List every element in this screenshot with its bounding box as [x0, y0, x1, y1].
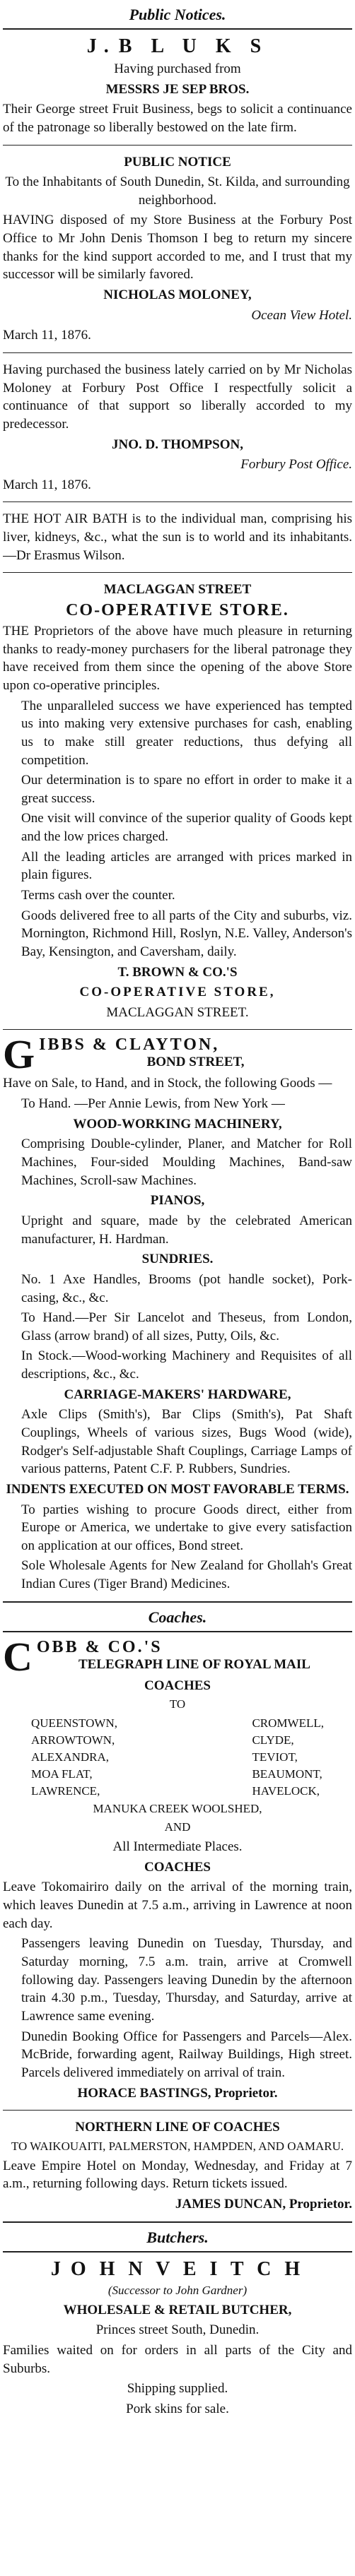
cobb-initial: C [3, 1637, 33, 1675]
cobb-manuka: MANUKA CREEK WOOLSHED, [93, 1802, 262, 1816]
divider [3, 1631, 352, 1632]
cobb-coaches-advert [3, 1637, 352, 2106]
veitch-initial: J [50, 2257, 68, 2280]
cobb-para1: Leave Tokomairiro daily on the arrival of the morning train, which leaves Dunedin at 7.5 a.m., arriving in Lawrence at noon each day. [3, 1880, 352, 1931]
destination: CROMWELL, [252, 1716, 324, 1731]
luks-initial: J. [86, 35, 116, 57]
northern-title: NORTHERN LINE OF COACHES [75, 2120, 280, 2135]
destination: BEAUMONT, [252, 1767, 322, 1781]
coop-signature3: MACLAGGAN STREET. [106, 1004, 249, 1020]
gibbs-para4: Upright and square, made by the celebrated American manufacturer, H. Hardman. [21, 1213, 352, 1247]
cobb-line1: TELEGRAPH LINE OF ROYAL MAIL [78, 1656, 310, 1672]
cobb-all: All Intermediate Places. [112, 1839, 243, 1855]
moloney-heading: PUBLIC NOTICE [124, 154, 231, 170]
luks-line2: MESSRS JE SEP BROS. [105, 81, 250, 97]
cobb-para3: Dunedin Booking Office for Passengers and Parcels—Alex. McBride, forwarding agent, Railway Buildings, High street. Parcels delivered immediately on arrival of train. [21, 2029, 352, 2080]
coop-street: MACLAGGAN STREET [103, 582, 252, 598]
cobb-coaches-subhead: COACHES [144, 1859, 211, 1875]
gibbs-para10: Sole Wholesale Agents for New Zealand for Ghollah's Great Indian Cures (Tiger Brand) Medicines. [21, 1558, 352, 1592]
gibbs-pianos-heading: PIANOS, [150, 1193, 205, 1209]
section-heading-public: Public Notices. [129, 6, 226, 23]
section-heading-butchers: Butchers. [146, 2228, 209, 2246]
hot-air-bath-notice [3, 506, 352, 568]
coop-signature2: CO-OPERATIVE STORE, [79, 985, 276, 1000]
moloney-body: HAVING disposed of my Store Business at the Forbury Post Office to Mr John Denis Thomson I beg to return my sincere thanks for the kind support accorded to me, and I trust that my successor will be similarly favored. [3, 213, 352, 283]
thomson-signature: JNO. D. THOMPSON, [112, 437, 243, 452]
section-heading-coaches: Coaches. [148, 1608, 207, 1626]
destination: ARROWTOWN, [31, 1733, 115, 1747]
divider [3, 352, 352, 353]
northern-para1: Leave Empire Hotel on Monday, Wednesday, and Friday at 7 a.m., returning following days. Return tickets issued. [3, 2158, 352, 2192]
cobb-signature: HORACE BASTINGS, Proprietor. [77, 2085, 278, 2101]
destination: HAVELOCK, [252, 1783, 320, 1798]
gibbs-carriage-heading: CARRIAGE-MAKERS' HARDWARE, [64, 1387, 291, 1402]
northern-signature: JAMES DUNCAN, Proprietor. [175, 2197, 352, 2212]
divider [3, 2251, 352, 2252]
divider [3, 28, 352, 30]
divider [3, 572, 352, 573]
moloney-to: To the Inhabitants of South Dunedin, St. Kilda, and surrounding neighborhood. [5, 174, 350, 208]
cobb-line2: COACHES [144, 1678, 211, 1693]
newspaper-page [3, 0, 352, 2573]
cobb-name: OBB & CO.'S [36, 1637, 163, 1656]
gibbs-wood-heading: WOOD-WORKING MACHINERY, [73, 1116, 282, 1132]
coop-para3: Our determination is to spare no effort in order to make it a great success. [21, 773, 352, 806]
cobb-destinations [3, 1715, 352, 1799]
thomson-date: March 11, 1876. [3, 477, 91, 492]
cobb-destinations-left [31, 1715, 117, 1799]
cobb-and: AND [164, 1820, 191, 1834]
bath-text: THE HOT AIR BATH is to the individual man, comprising his liver, kidneys, &c., what the sun is to world and its inhabitants. —Dr Erasmus Wilson. [3, 511, 352, 563]
gibbs-indents-heading: INDENTS EXECUTED ON MOST FAVORABLE TERMS. [6, 1481, 349, 1497]
destination: LAWRENCE, [31, 1783, 100, 1798]
destination: MOA FLAT, [31, 1767, 93, 1781]
coop-signature1: T. BROWN & CO.'S [117, 964, 238, 980]
luks-line3: Their George street Fruit Business, begs to solicit a continuance of the patronage so liberally bestowed on the late firm. [3, 102, 352, 135]
gibbs-name: IBBS & CLAYTON, [39, 1035, 220, 1055]
divider [3, 2110, 352, 2111]
divider [3, 501, 352, 502]
thomson-body: Having purchased the business lately carried on by Mr Nicholas Moloney at Forbury Post Office I respectfully solicit a continuance of that support so liberally accorded to my predecessor. [3, 362, 352, 432]
luks-name: B L U K S [118, 35, 269, 57]
gibbs-para8: Axle Clips (Smith's), Bar Clips (Smith's), Pat Shaft Couplings, Wheels of various sizes, Bugs Wood (wide), Rodger's Self-adjustable Shaft Couplings, Carriage Lamps of various patterns, Patent C.F. P. Rubbers, Sundries. [21, 1407, 352, 1477]
destination: ALEXANDRA, [31, 1750, 110, 1764]
destination: TEVIOT, [252, 1750, 298, 1764]
coop-para6: Terms cash over the counter. [21, 887, 175, 903]
gibbs-para5: No. 1 Axe Handles, Brooms (pot handle socket), Pork-casing, &c., &c. [21, 1271, 352, 1305]
moloney-date: March 11, 1876. [3, 328, 91, 343]
gibbs-para7: In Stock.—Wood-working Machinery and Requisites of all descriptions, &c., &c. [21, 1348, 352, 1382]
veitch-successor: (Successor to John Gardner) [107, 2283, 248, 2297]
cobb-to: TO [169, 1697, 186, 1711]
gibbs-sundries-heading: SUNDRIES. [141, 1252, 214, 1267]
cooperative-store-advert [3, 577, 352, 1025]
gibbs-para3: Comprising Double-cylinder, Planer, and Matcher for Roll Machines, Four-sided Moulding Machines, Band-saw Machines, Scroll-saw Machines. [21, 1136, 352, 1188]
gibbs-clayton-advert [3, 1034, 352, 1596]
cobb-destinations-right [252, 1715, 324, 1799]
veitch-para2: Shipping supplied. [127, 2381, 228, 2397]
coop-para5: All the leading articles are arranged with prices marked in plain figures. [21, 849, 352, 883]
cobb-para2: Passengers leaving Dunedin on Tuesday, Thursday, and Saturday morning, 7.5 a.m. train, arrive at Cromwell following day. Passengers leaving Dunedin by the afternoon train 4.30 p.m., Tuesday, Thursday, and Saturday, arrive at Lawrence same evening. [21, 1936, 352, 2024]
thomson-notice [3, 357, 352, 497]
veitch-name: O H N V E I T C H [70, 2257, 305, 2280]
divider [3, 1601, 352, 1603]
northern-line-advert [3, 2115, 352, 2217]
destination: CLYDE, [252, 1733, 294, 1747]
divider [3, 145, 352, 146]
veitch-butcher-advert [3, 2257, 352, 2422]
veitch-address: Princes street South, Dunedin. [95, 2322, 260, 2338]
gibbs-para6: To Hand.—Per Sir Lancelot and Theseus, from London, Glass (arrow brand) of all sizes, Putty, Oils, &c. [21, 1310, 352, 1343]
moloney-signature: NICHOLAS MOLONEY, [103, 287, 252, 303]
veitch-trade: WHOLESALE & RETAIL BUTCHER, [63, 2302, 292, 2317]
veitch-para1: Families waited on for orders in all parts of the City and Suburbs. [3, 2342, 352, 2376]
gibbs-para1: Have on Sale, to Hand, and in Stock, the following Goods — [3, 1076, 332, 1091]
gibbs-para2: To Hand. —Per Annie Lewis, from New York — [21, 1096, 285, 1112]
moloney-place: Ocean View Hotel. [251, 307, 352, 323]
luks-line1: Having purchased from [114, 61, 241, 76]
coop-para7: Goods delivered free to all parts of the City and suburbs, viz. Mornington, Richmond Hill, Roslyn, N.E. Valley, Anderson's Bay, Kensington, and Caversham, daily. [21, 908, 352, 959]
luks-advert [3, 34, 352, 141]
coop-para4: One visit will convince of the superior quality of Goods kept and the low prices charged. [21, 811, 352, 845]
northern-to: TO WAIKOUAITI, PALMERSTON, HAMPDEN, AND OAMARU. [11, 2139, 344, 2153]
destination: QUEENSTOWN, [31, 1716, 117, 1731]
gibbs-initial: G [3, 1035, 35, 1073]
coop-para1: THE Proprietors of the above have much pleasure in returning thanks to ready-money purchasers for the liberal patronage they have received from them since the opening of the above Store upon co-operative principles. [3, 624, 352, 693]
gibbs-para9: To parties wishing to procure Goods direct, either from Europe or America, we undertake to give every satisfaction on application at our offices, Bond street. [21, 1502, 352, 1553]
gibbs-street: BOND STREET, [146, 1055, 245, 1070]
moloney-notice [3, 150, 352, 348]
coop-para2: The unparalleled success we have experienced has tempted us into making very extensive purchases for cash, enabling us to make still greater reductions, thus defying all competition. [21, 698, 352, 768]
divider [3, 2221, 352, 2223]
veitch-para3: Pork skins for sale. [126, 2401, 229, 2416]
coop-title: CO-OPERATIVE STORE. [66, 601, 289, 620]
divider [3, 1029, 352, 1030]
thomson-place: Forbury Post Office. [240, 457, 352, 473]
